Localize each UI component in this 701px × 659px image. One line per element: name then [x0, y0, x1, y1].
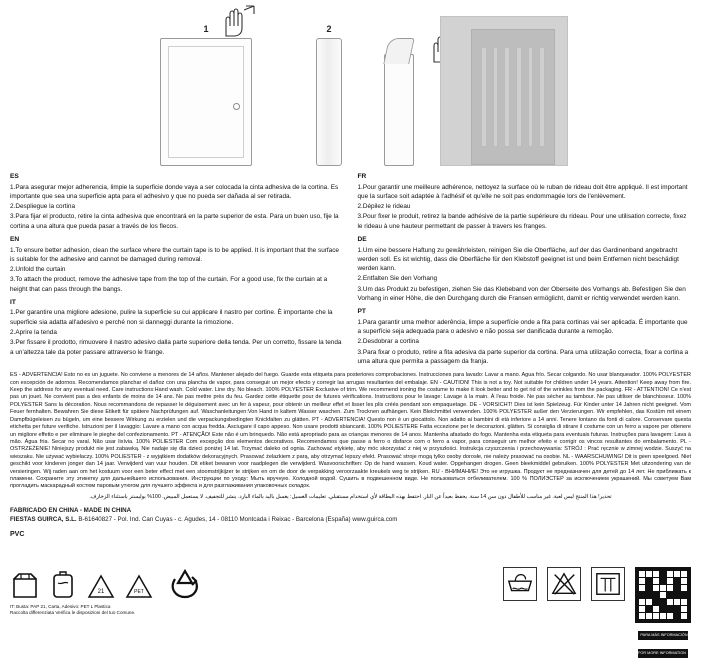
- box-bag-icon: [10, 571, 40, 601]
- recycling-caption: [10, 604, 225, 616]
- curtain-panel-icon: [160, 38, 252, 166]
- instructions-left: [10, 172, 344, 366]
- lang-code-de: DE: [357, 235, 367, 243]
- svg-text:21: 21: [97, 589, 105, 595]
- care-and-qr-group: [503, 567, 691, 659]
- de-line-1: 1.Um eine bessere Haftung zu gewährleisten, reinigen Sie die Oberfläche, auf der das Gardinenband angebracht werden soll. Es ist wichtig, dass die Oberfläche für den Klebstoff geeignet ist und beim Entfernen nicht beschädigt werden kann.: [357, 246, 679, 273]
- pt-line-2: 2.Desdobrar a cortina: [357, 338, 419, 346]
- material-label: PVC: [10, 530, 25, 538]
- fr-line-1: 1.Pour garantir une meilleure adhérence, nettoyez la surface où le ruban de rideau doit être appliqué. Il est important que la surface soit adaptée à l'adhésif et qu'elle ne soit pas endommagée lors de l'enlèvement.: [357, 183, 688, 200]
- adhesive-peel-icon: [383, 38, 415, 64]
- door-panel-icon: [440, 16, 568, 166]
- lang-code-en: EN: [10, 235, 20, 243]
- hand-press-icon: [206, 4, 262, 38]
- qr-caption-line-2: FOR MORE INFORMATION: [638, 651, 686, 655]
- mobius-recycle-icon: [168, 567, 202, 601]
- step-2-number: 2: [326, 24, 332, 34]
- qr-caption-line-1: PARA MÁS INFORMACIÓN: [640, 633, 688, 637]
- do-not-bleach-icon: [547, 567, 581, 601]
- door-knob-icon: [233, 103, 240, 110]
- bottle-icon: [48, 571, 78, 601]
- manufacturer-name-text: FIESTAS GUIRCA, S.L.: [10, 516, 77, 524]
- fr-line-3: 3.Pour fixer le produit, retirez la bande adhésive de la partie supérieure du rideau. Pour une utilisation correcte, fixez le rideau à une hauteur permettant de passer à travers les franges.: [357, 213, 687, 230]
- origin-line: FABRICADO EN CHINA - MADE IN CHINA: [10, 507, 132, 515]
- step-1: [160, 24, 252, 166]
- lang-code-es: ES: [10, 173, 19, 180]
- hand-wash-icon: [503, 567, 537, 601]
- it-line-2: 2.Aprire la tenda: [10, 329, 57, 337]
- recycling-icons: [10, 567, 225, 601]
- rolled-curtain-icon: [316, 38, 342, 166]
- en-line-2: 2.Unfold the curtain: [10, 266, 66, 274]
- step-2: [316, 24, 342, 166]
- manufacturer-website[interactable]: www.guirca.com: [352, 516, 398, 524]
- it-line-1: 1.Per garantire una migliore adesione, pulire la superficie su cui applicare il nastro per cortine. È importante che la superficie sia adatta all'adesivo e perché non si danneggi durante la rimozione.: [10, 309, 333, 326]
- pt-line-1: 1.Para garantir uma melhor aderência, limpe a superfície onde a fita para cortinas vai ser aplicada. É importante que a superfície seja adequada para o adesivo e não possa ser danificada durante a remoção.: [357, 318, 688, 336]
- lang-code-it: IT: [10, 298, 16, 306]
- instruction-columns: [10, 172, 691, 366]
- recycling-group: [10, 567, 225, 616]
- svg-text:PET: PET: [134, 589, 144, 595]
- recycling-caption-line-1: IT: Busta: PAP 21, Carta, Adesivo: PET L Plastica: [10, 604, 111, 609]
- step-1-number: 1: [203, 24, 209, 34]
- fr-line-2: 2.Dépilez le rideau: [357, 203, 411, 211]
- pap21-triangle-icon: [86, 571, 116, 601]
- step-illustrations: [10, 6, 691, 166]
- en-line-1: 1.To ensure better adhesion, clean the surface where the curtain tape is to be applied. It is important that the surface is suitable for the adhesive and cannot be damaged during removal.: [10, 246, 339, 263]
- es-line-2: 2.Despliegue la cortina: [10, 203, 76, 211]
- manufacturer-address: B-61640827 - Pol. Ind. Can Cuyas - c. Agudes, 14 - 08110 Montcada i Reixac - Barcelona (España): [78, 516, 351, 524]
- manufacturer-block: [10, 506, 691, 525]
- qr-code-block[interactable]: [635, 567, 691, 659]
- en-line-3: 3.To attach the product, remove the adhesive tape from the top of the curtain. For a good use, fix the curtain at a height that can pass through the bangs.: [10, 276, 328, 293]
- recycling-caption-line-2: Raccolta differenziata Verifica le disposizioni del tuo Comune.: [10, 609, 136, 615]
- curtain-body-icon: [384, 54, 414, 166]
- manufacturer-name: [10, 515, 691, 524]
- de-line-3: 3.Um das Produkt zu befestigen, ziehen Sie das Klebeband von der Oberseite des Vorhangs ab. Befestigen Sie den Vorhang in einer Höhe, die den Durchgang durch die Fransen ermöglicht, damit er richtig verwendet werden kann.: [357, 285, 686, 302]
- line-dry-icon: [591, 567, 625, 601]
- step-3: [384, 38, 424, 166]
- es-line-3: 3.Para fijar el producto, retire la cinta adhesiva que encontrará en la parte superior de esta. Para un buen uso, fije la cortina a una altura que pueda pasar a través de los flecos.: [10, 213, 339, 230]
- de-line-2: 2.Entfalten Sie den Vorhang: [357, 275, 438, 283]
- door-slats: [481, 47, 545, 147]
- bottom-icon-band: [10, 567, 691, 655]
- warnings-paragraph: ES - ADVERTENCIA! Esto no es un juguete. No conviene a menores de 14 años. Mantener alejado del fuego. Guarde esta etiqueta para posteriores comprobaciones. Instrucciones para lavado: Lavar a mano. Agua frío. Secar colgando. No usar blanqueador. 100% POLYESTER con excepción de adornos. Recomendamos planchar el dañoz con una plancha de vapor, para conseguir un mejor efecto y corregir las arrugas resultantes del embalaje. EN - CAUTION! This is not a toy. Not suitable for children under 14 years. Attention! Keep away from fire. Keep the address for any eventual need. Care instructions:Hand wash. Cold water. Line dry. No bleach. 100% POLYESTER Exclusive of trim. We recommend ironing the costume to make it look better and to get rid of the wrinkles from the packaging. FR - ATTENTION! Ce n'est pas un jouet. Ne convient pas a des enfants de moins de 14 ans. Ne pas mettre près du feu. Gardez cette étiquette pour de futures vérifications. Instructions pour le lavage: Lavage à la main. À l'eau froide. Ne pas sécher au tambour. Ne pas utiliser de blanchisseur. 100% POLYESTER Sans la décoration. Nous recommandons de repasser le déguisement avec un fer à vapeur, pour obtenir un meilleur effet et lisser les plis créés pendant son empaquetage. DE - VORSICHT! Dies ist kein Spielzeug. Für Kinder unter 14 Jahren nicht geeignet. Vom Feuer fernhalten. Bewahren Sie diese Etikett für spätere Nachprüfungen auf. Waschanleitungen:Von Hand in kaltem Wasser waschen. Zum Trocknen aufhängen. Kein Bleichmittel verwenden. 100% POLYESTER außer den Verzierungen. Wir empfehlen, das Kostüm mit einem Dampfbügeleisen zu bügeln, um eine bessere Wirkung zu erzielen und die verpackungsbedingten Knickfalten zu glätten. PT - ADVERTENCIA! Questo non è un giocattolo. Non adatto ai bambini di età inferiore a 14 anni. Tenere lontano da fonti di calore. Conservare questa etichetta per future verifiche. Istruzioni per il lavaggio: Lavare a mano con acqua fredda. Asciugare il capo appeso. Non usare prodotti sbiancanti. 100% POLIESTERE Fatta eccezione per le decorazioni. glätten. Si consiglia di stirare il costume con un ferro a vapore per ottenere un migliore effetto e per eliminare le pieghe del confezionamento. PT - ATENÇÃO! Este não é um brinquedo. Não está apropriado para as crianças menores de 14 anos. Mantenha afastado do fogo. Mantenha esta etiqueta para eventuais futuras. Instruções para lavagem: Lava à mão. Água fria. Secar no varal. Não usar lixívia. 100% POLIESTER Com excepção dos elementos decorativos. Recomendamos que passe a ferro o disfarce com o ferro a vapor, para conseguir um melhor efeito e corrigir os vincos resultantes do embalamento. PL - OSTRZEŻENIE! Niniejszy produkt nie jest zabawką. Nie nadaje się dla dzieci poniżej 14 lat. Trzymać daleko od ognia. Zachować etykietę, aby móc skorzystać z niej w przyszłości. Instrukcja czyszczenia i przechowywania: STRÓJ : Prać ręcznie w zimnej wodzie. Suszyć na wieszaku. Nie używać wybielaczy. 100% POLIESTER - z wyjątkiem dodatków dekoracyjnych. Prasować żelazkiem z parą, aby otrzymać lepszy efekt. Prasować stroje mogą tylko osoby dorosłe, nie należy prasować na osobie. NL - WAARSCHUWING! Dit is geen speelgoed. Niet geschikt voor kinderen jonger dan 14 jaar. Verwijderd van vuur houden. Dit etiket bewaren voor raadplegen die verwijderd. Wasvoorschriften: Op de hand wassen. Koud water. Opgehangen drogen. Geen bleekmiddel gebruiken. 100% POLYESTER Met uitzondering van de versieringen. Wij raden aan om het kostuum voor een beter effect met een stoomstrijkijzer te strijken en om de door de verpakking veroorzaakte kreukels weg te strijken. RU - ВНИМАНИЕ! Это не игрушка. Продукт не предназначен для детей до 14 лет. Не приближать к пламени. Сохраните эту этикетку для дальнейшего использования. Инструкции по уходу: Мыть вручную. Холодной водой. Сушить в подвешенном виде. Не пользоваться отбеливателем. 100 % ПОЛИЭСТЕР за исключением украшений. Мы советуем Вам прогладить маскарадный костюм паровым утюгом для лучшего эффекта и для разглаживания упаковочных складок.: [10, 372, 691, 490]
- pet-l-triangle-icon: [124, 571, 154, 601]
- it-line-3: 3.Per fissare il prodotto, rimuovere il nastro adesivo dalla parte superiore della tenda. Per un corretto, fissare la tenda a un'altezza tale da poter passare attraverso le frange.: [10, 339, 342, 356]
- step-4: [430, 16, 568, 166]
- warnings-block: [10, 372, 691, 501]
- warnings-arabic: تحذير! هذا المنتج ليس لعبة. غير مناسب للأطفال دون سن 14 سنة. يحفظ بعيداً عن النار. احتفظ بهذه البطاقة لأي استخدام مستقبلي. تعليمات الغسيل: يغسل باليد بالماء البارد. ينشر للتجفيف. لا يستعمل المبيض. 100% بوليستر باستثناء الزخارف.: [89, 493, 612, 500]
- es-line-1: 1.Para asegurar mejor adherencia, limpie la superficie donde vaya a ser colocada la cinta adhesiva de la cortina. Es importante que sea una superficie apta para el adhesivo y que no pueda ser dañada al ser retirada.: [10, 183, 339, 200]
- qr-code-icon[interactable]: [635, 567, 691, 623]
- lang-code-pt: PT: [357, 308, 366, 316]
- instructions-right: [358, 172, 692, 366]
- lang-code-fr: FR: [357, 173, 367, 180]
- pt-line-3: 3.Para fixar o produto, retire a fita adesiva da parte superior da cortina. Para uma utilização correcta, fixar a cortina a uma altura que permita a passagem da franja.: [357, 348, 689, 365]
